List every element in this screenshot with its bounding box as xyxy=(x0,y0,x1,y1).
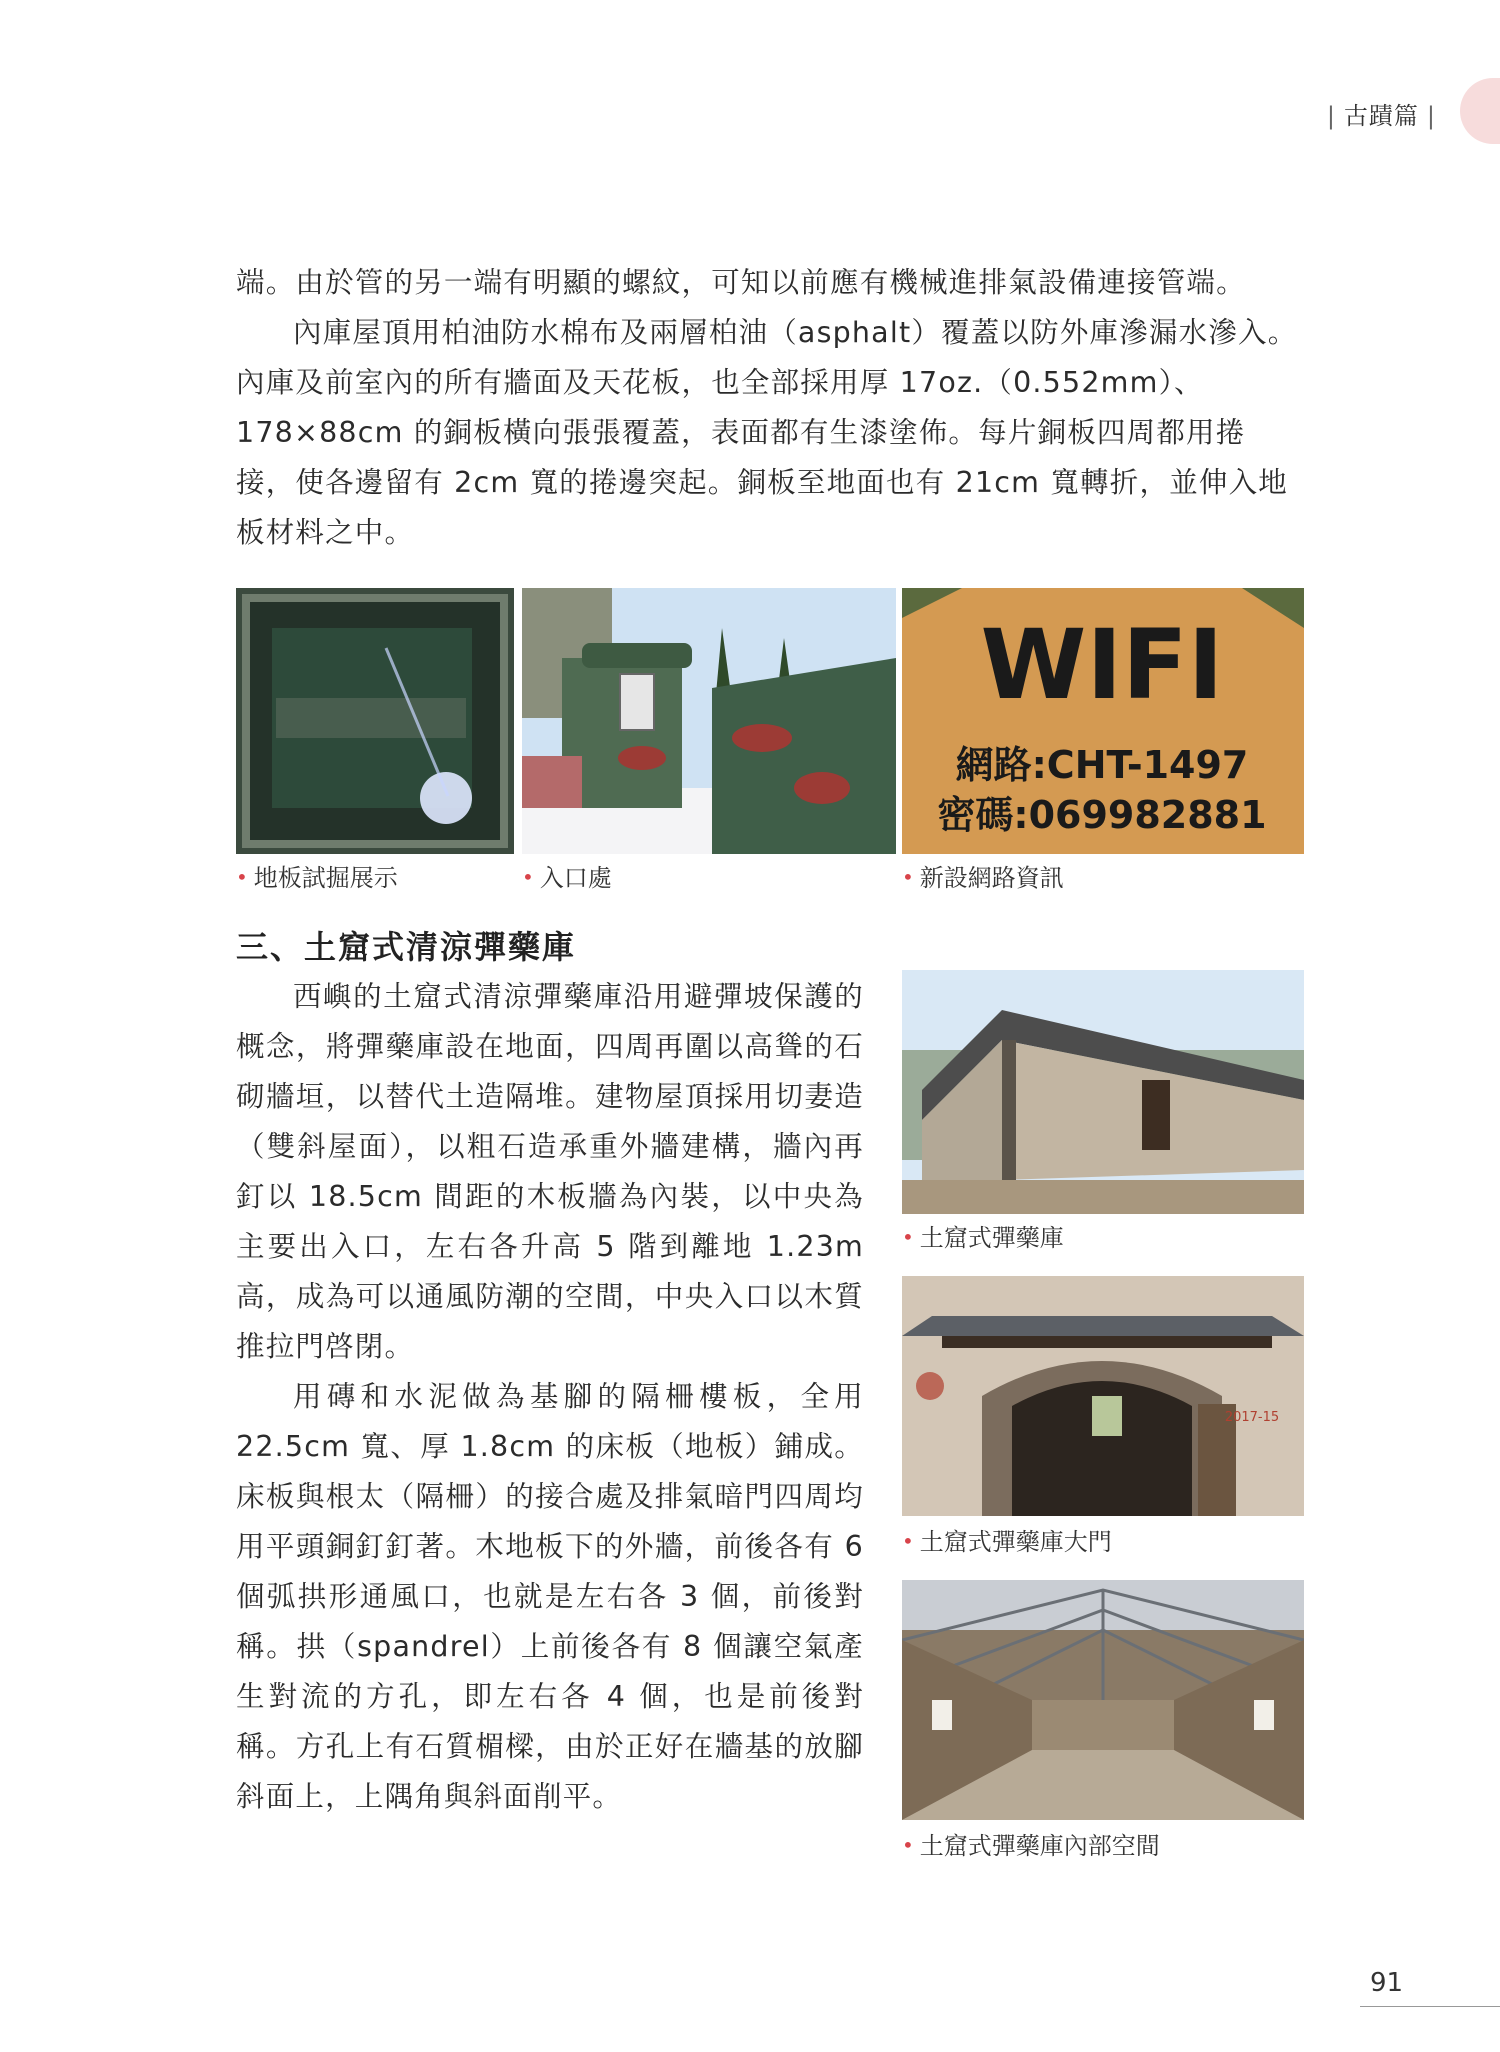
wifi-sign-photo xyxy=(902,588,1304,854)
page-number-rule xyxy=(1360,2006,1500,2007)
paragraph-magazine-structure: 西嶼的土窟式清涼彈藥庫沿用避彈坡保護的概念，將彈藥庫設在地面，四周再圍以高聳的石砌牆垣，以替代土造隔堆。建物屋頂採用切妻造（雙斜屋面），以粗石造承重外牆建構，牆內再釘以 18.5cm 間距的木板牆為內裝，以中央為主要出入口，左右各升高 5 階到離地 1.23m 高，成為可以通風防潮的空間，中央入口以木質推拉門啓閉。 xyxy=(236,980,864,1363)
wifi-sign-line1: 網路:CHT-1497 xyxy=(955,743,1249,787)
header-tab-decoration xyxy=(1460,78,1500,144)
caption-wifi: • 新設網路資訊 xyxy=(902,864,1064,892)
header-section-label: 古蹟篇 xyxy=(1343,102,1419,130)
magazine-gate-photo xyxy=(902,1276,1304,1516)
header-divider-right: | xyxy=(1426,102,1436,130)
paragraph-magazine-floor: 用磚和水泥做為基腳的隔柵樓板，全用 22.5cm 寬、厚 1.8cm 的床板（地板）鋪成。床板與根太（隔柵）的接合處及排氣暗門四周均用平頭銅釘釘著。木地板下的外牆，前後各有 6 個弧拱形通風口，也就是左右各 3 個，前後對稱。拱（spandrel）上前後各有 8 個讓空氣產生對流的方孔，即左右各 4 個，也是前後對稱。方孔上有石質楣樑，由於正好在牆基的放腳斜面上，上隅角與斜面削平。 xyxy=(236,1380,864,1813)
page-number: 91 xyxy=(1370,1968,1404,1998)
paragraph-roof-copper: 內庫屋頂用柏油防水棉布及兩層柏油（asphalt）覆蓋以防外庫滲漏水滲入。內庫及前室內的所有牆面及天花板，也全部採用厚 17oz.（0.552mm）、178×88cm 的銅板橫向張張覆蓋，表面都有生漆塗佈。每片銅板四周都用捲接，使各邊留有 2cm 寬的捲邊突起。銅板至地面也有 21cm 寬轉折，並伸入地板材料之中。 xyxy=(236,316,1298,549)
entrance-photo xyxy=(522,588,896,854)
caption-magazine-interior: • 土窟式彈藥庫內部空間 xyxy=(902,1832,1160,1860)
magazine-interior-photo xyxy=(902,1580,1304,1820)
caption-entrance: • 入口處 xyxy=(522,864,612,892)
magazine-exterior-photo xyxy=(902,970,1304,1214)
wifi-sign-title: WIFI xyxy=(980,609,1224,721)
wifi-sign-line2: 密碼:069982881 xyxy=(937,793,1267,837)
section-title: 三、土窟式清涼彈藥庫 xyxy=(236,928,577,966)
section-header xyxy=(1319,96,1444,131)
top-text-block xyxy=(236,258,1304,558)
caption-magazine-exterior: • 土窟式彈藥庫 xyxy=(902,1224,1064,1252)
floor-excavation-photo xyxy=(236,588,514,854)
caption-floor-excavation: • 地板試掘展示 xyxy=(236,864,398,892)
caption-magazine-gate: • 土窟式彈藥庫大門 xyxy=(902,1528,1112,1556)
header-divider-left: | xyxy=(1326,102,1336,130)
paragraph-continuation: 端。由於管的另一端有明顯的螺紋，可知以前應有機械進排氣設備連接管端。 xyxy=(236,266,1246,299)
gate-plate-text: 2017-15 xyxy=(1224,1410,1280,1425)
column-text-block xyxy=(236,972,864,1822)
